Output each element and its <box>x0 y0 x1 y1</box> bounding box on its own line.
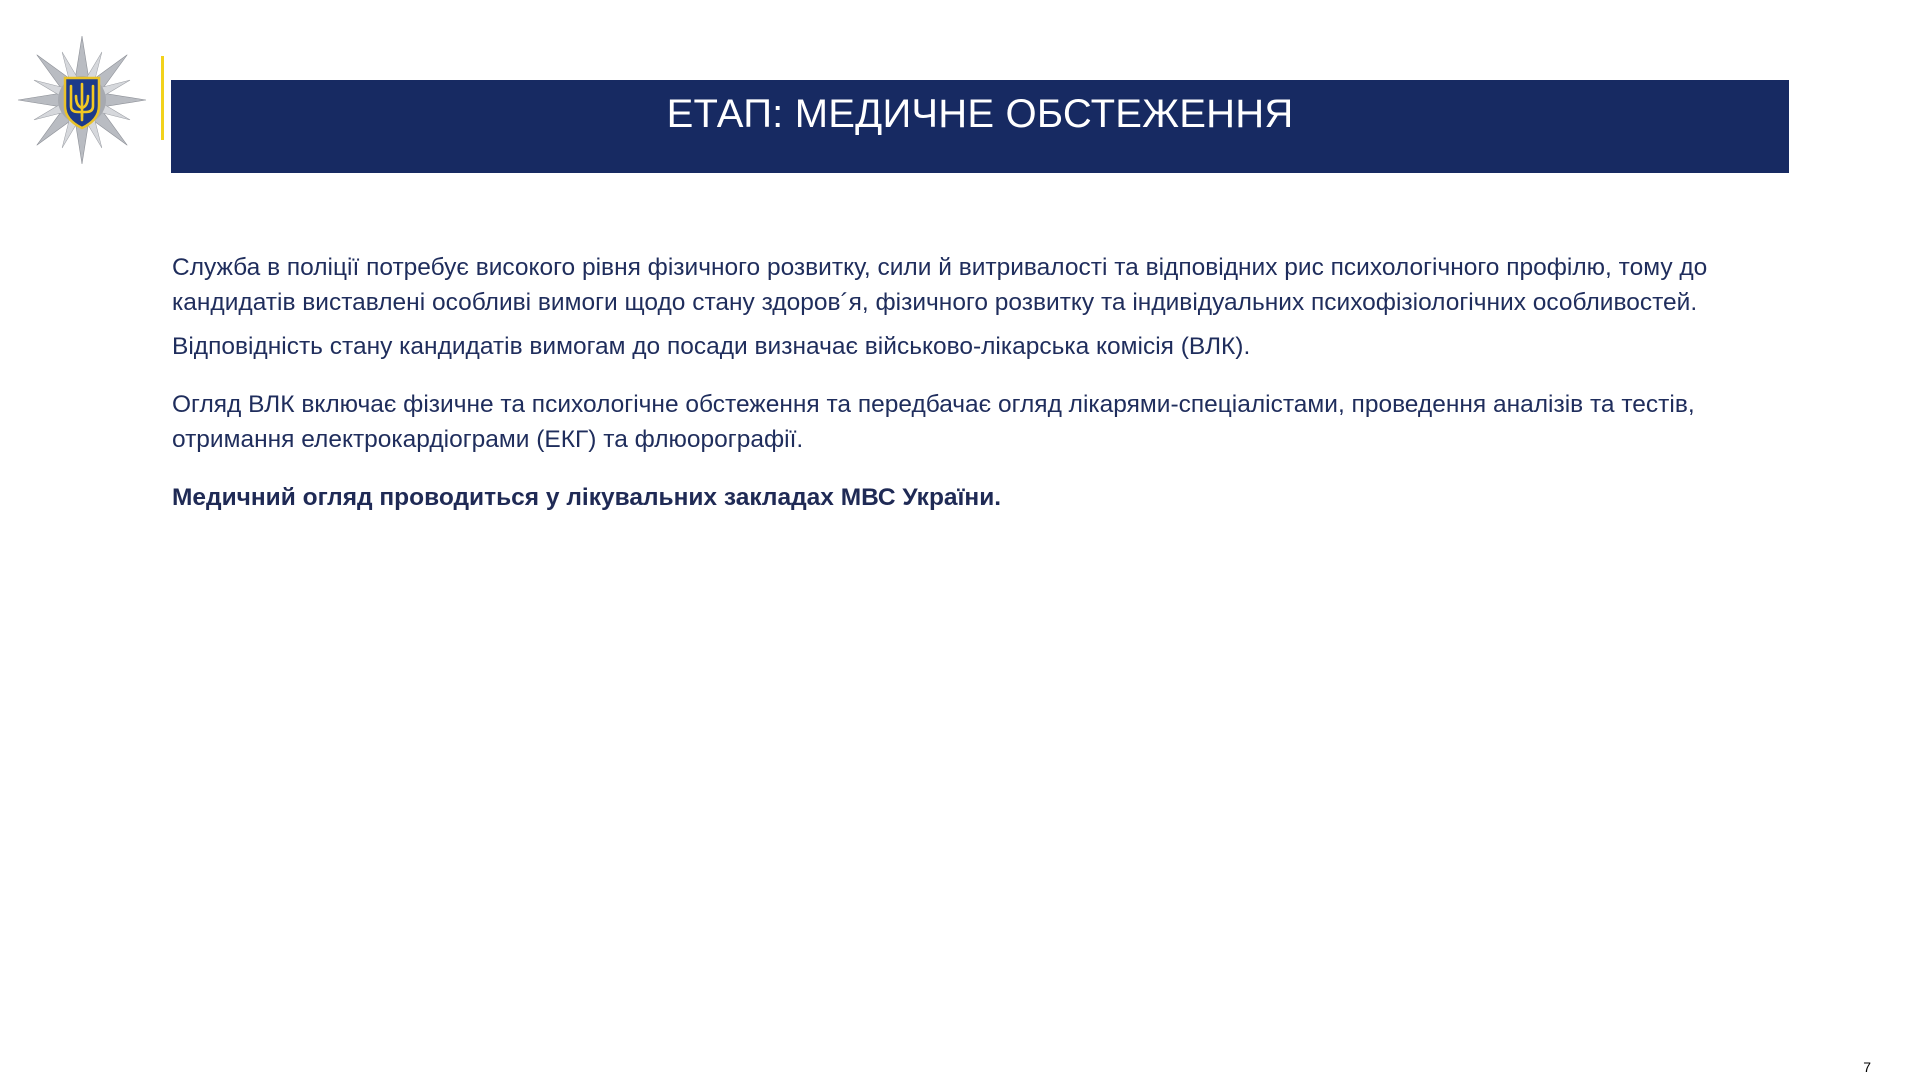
paragraph-requirements: Служба в поліції потребує високого рівня фізичного розвитку, сили й витривалості та відповідних рис психологічного профілю, тому до кандидатів виставлені особливі вимоги щодо стану здоров´я, фізичного розвитку та індивідуальних психофізіологічних особливостей. <box>172 254 1708 316</box>
slide-title: ЕТАП: МЕДИЧНЕ ОБСТЕЖЕННЯ <box>666 92 1294 136</box>
paragraph-exam-location: Медичний огляд проводиться у лікувальних закладах МВС України. <box>172 484 1002 511</box>
yellow-divider <box>161 56 164 140</box>
police-emblem <box>16 34 148 166</box>
page-number: 7 <box>1863 1059 1871 1075</box>
paragraph-vlk-exam: Огляд ВЛК включає фізичне та психологічне обстеження та передбачає огляд лікарями-спеціалістами, проведення аналізів та тестів, отримання електрокардіограми (ЕКГ) та флюорографії. <box>172 391 1695 453</box>
title-banner <box>171 80 1789 173</box>
slide-body <box>172 250 1772 515</box>
paragraph-vlk-commission: Відповідність стану кандидатів вимогам до посади визначає військово-лікарська комісія (ВЛК). <box>172 333 1251 360</box>
police-star-trident-icon <box>16 34 148 166</box>
